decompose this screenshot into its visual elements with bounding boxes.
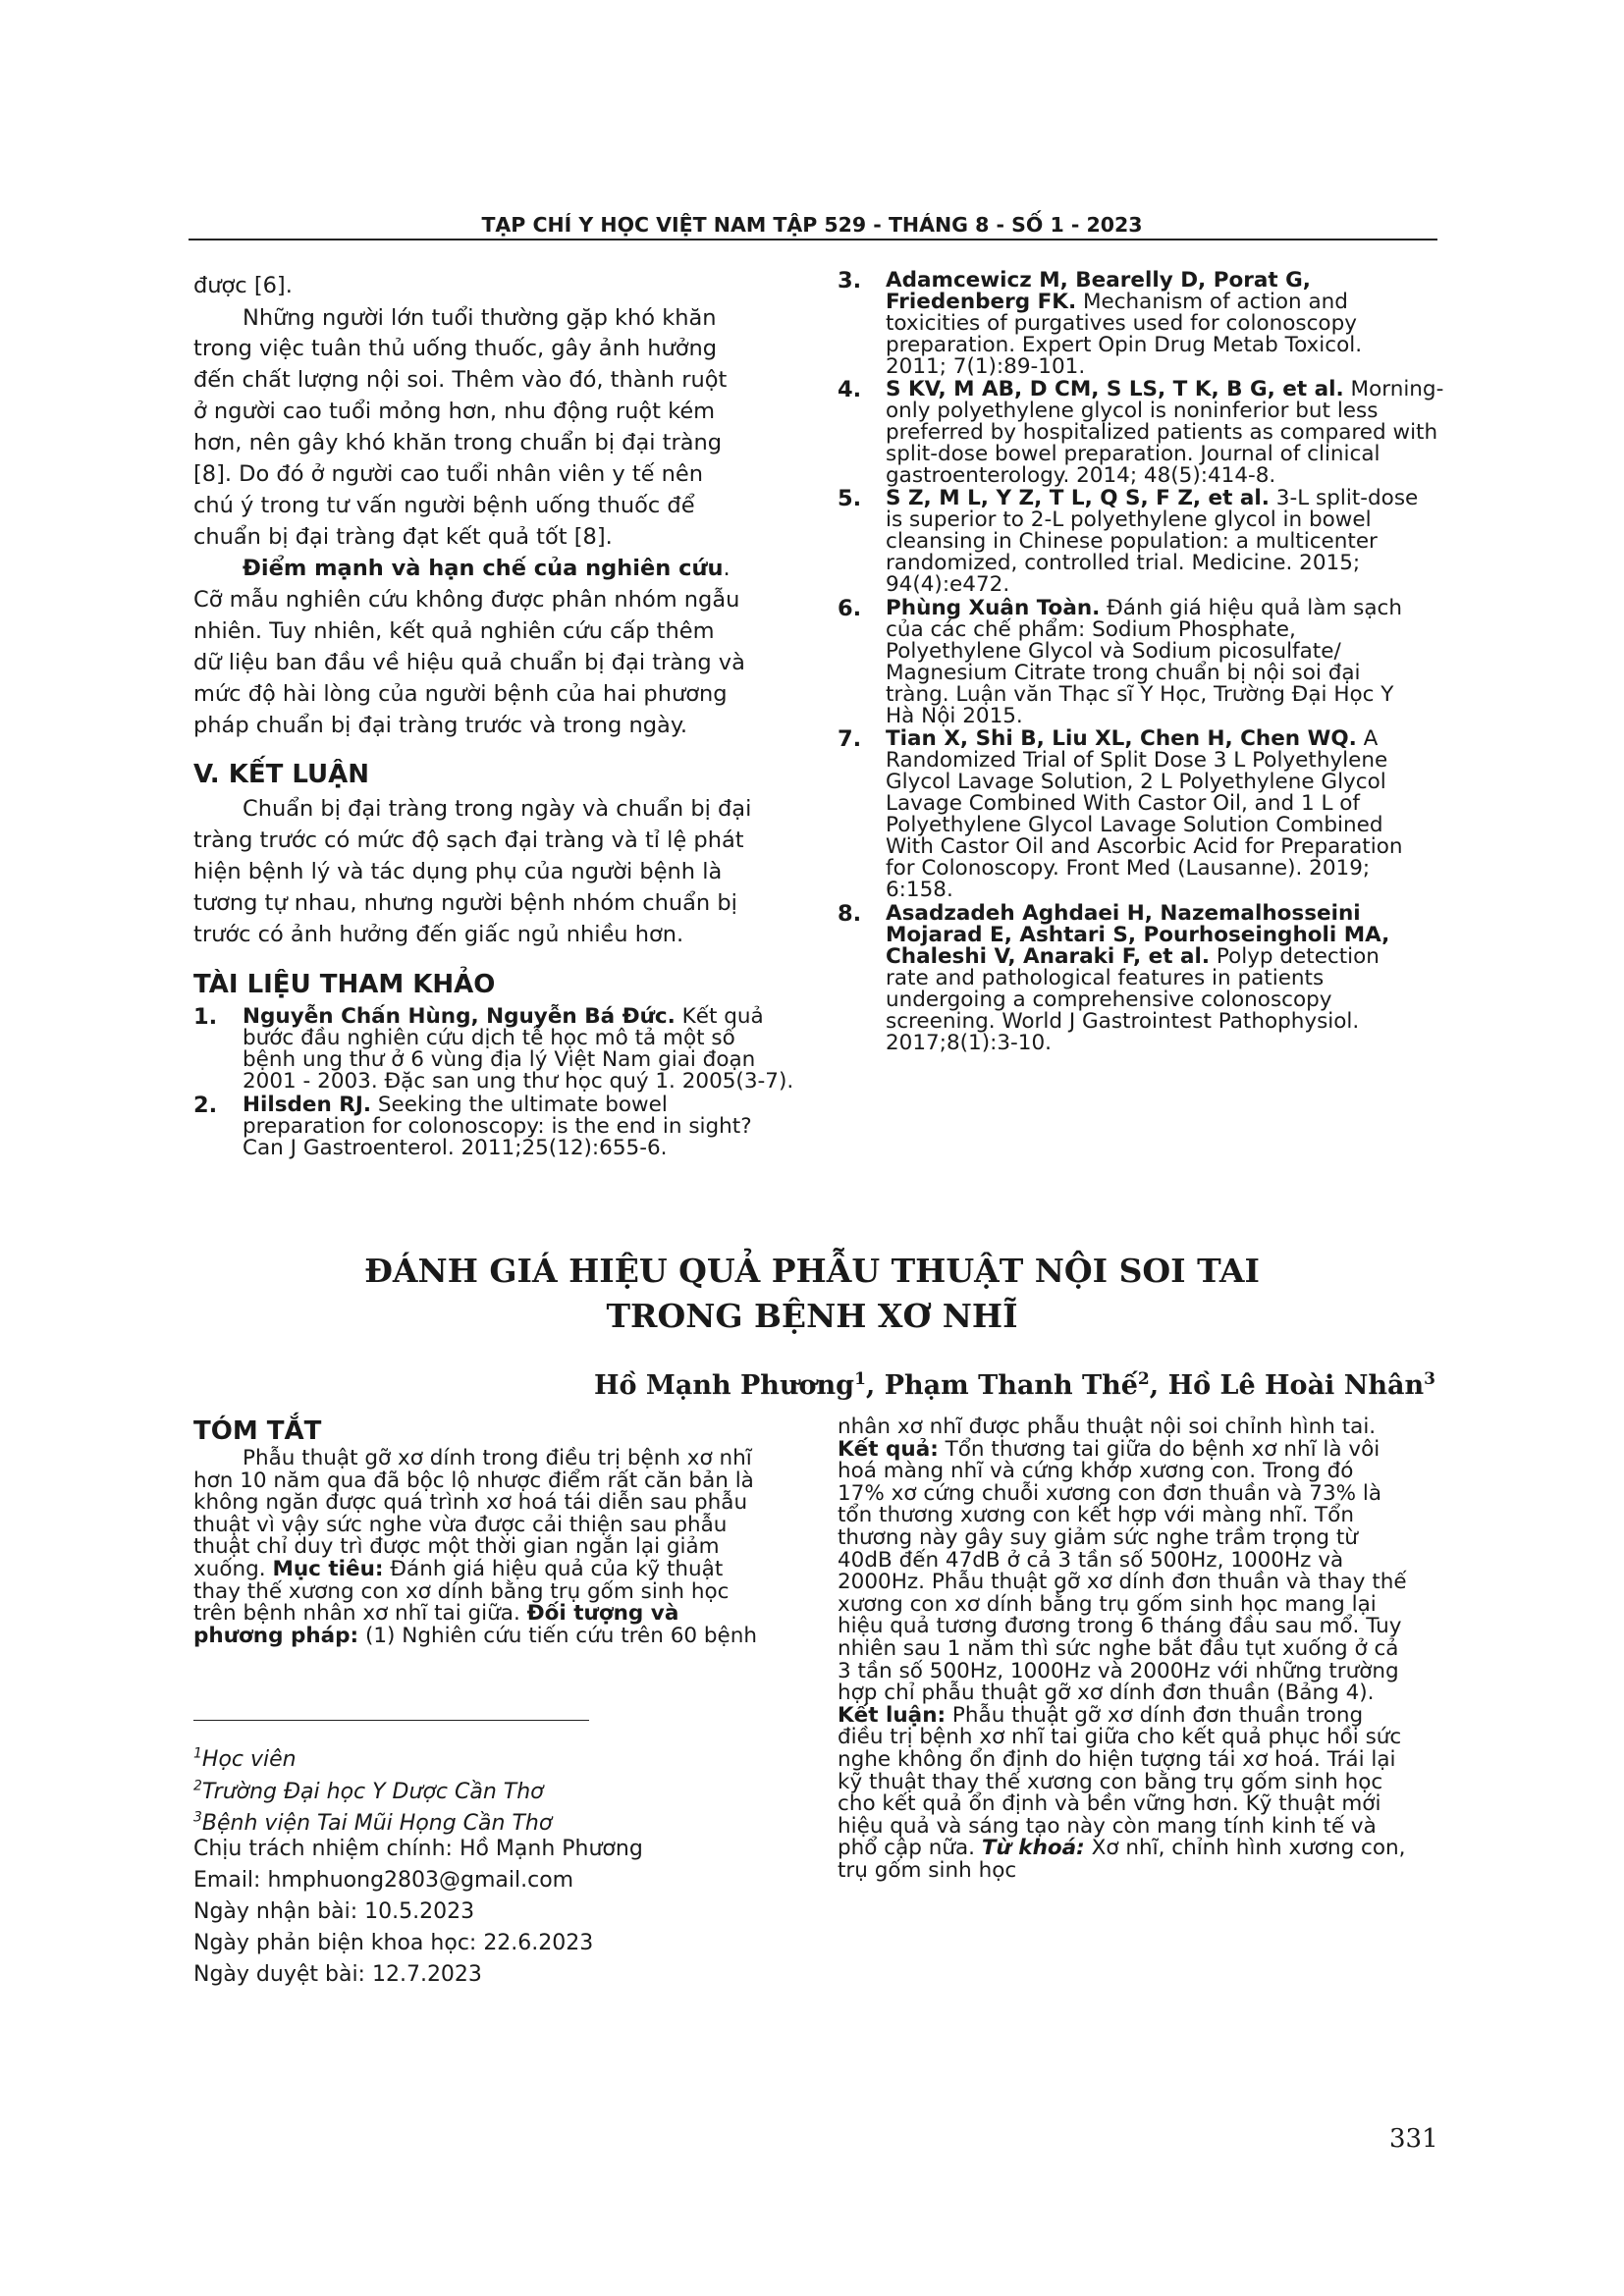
footnote-email: Email: hmphuong2803@gmail.com <box>193 1868 574 1893</box>
abstract-line: hiệu quả tương đương trong 6 tháng đầu sau mổ. Tuy <box>838 1614 1402 1639</box>
reference-line: only polyethylene glycol is noninferior but less <box>886 399 1379 423</box>
paragraph-line: pháp chuẩn bị đại tràng trước và trong ngày. <box>193 713 688 738</box>
reference-line: Mojarad E, Ashtari S, Pourhoseingholi MA, <box>886 923 1390 947</box>
reference-line: bước đầu nghiên cứu dịch tễ học mô tả một số <box>243 1026 735 1050</box>
reference-number: 8. <box>838 901 862 927</box>
paragraph-line: hơn, nên gây khó khăn trong chuẩn bị đại tràng <box>193 430 723 455</box>
reference-line: Friedenberg FK. Mechanism of action and <box>886 290 1348 314</box>
reference-line: Phùng Xuân Toàn. Đánh giá hiệu quả làm sạch <box>886 596 1403 620</box>
abstract-line: thuật vì vậy sức nghe vừa được cải thiện sau phẫu <box>193 1512 728 1537</box>
abstract-line: 2000Hz. Phẫu thuật gỡ xơ dính đơn thuần và thay thế <box>838 1570 1407 1595</box>
reference-number: 5. <box>838 486 862 511</box>
reference-line: preferred by hospitalized patients as compared with <box>886 420 1438 445</box>
reference-line: Tian X, Shi B, Liu XL, Chen H, Chen WQ. A <box>886 726 1379 751</box>
reference-line: randomized, controlled trial. Medicine. 2015; <box>886 551 1361 575</box>
footnote-corresponding: Chịu trách nhiệm chính: Hồ Mạnh Phương <box>193 1837 643 1861</box>
abstract-line: điều trị bệnh xơ nhĩ tai giữa cho kết quả phục hồi sức <box>838 1725 1402 1750</box>
article-title-line-2: TRONG BỆNH XƠ NHĨ <box>606 1297 1018 1335</box>
reference-line: 6:158. <box>886 878 953 902</box>
paragraph-line: Chuẩn bị đại tràng trong ngày và chuẩn bị đại <box>243 796 752 822</box>
strength-heading: Điểm mạnh và hạn chế của nghiên cứu <box>243 556 724 581</box>
reference-line: bệnh ung thư ở 6 vùng địa lý Việt Nam giai đoạn <box>243 1047 756 1072</box>
abstract-line: nghe không ổn định do hiện tượng tái xơ hoá. Trái lại <box>838 1747 1396 1772</box>
reference-line: tràng. Luận văn Thạc sĩ Y Học, Trường Đại Học Y <box>886 682 1394 707</box>
abstract-heading: TÓM TẮT <box>193 1416 322 1446</box>
reference-line: undergoing a comprehensive colonoscopy <box>886 988 1332 1012</box>
reference-line: screening. World J Gastrointest Pathophysiol. <box>886 1009 1360 1034</box>
reference-line: Nguyễn Chấn Hùng, Nguyễn Bá Đức. Kết quả <box>243 1004 764 1029</box>
paragraph-line: Những người lớn tuổi thường gặp khó khăn <box>243 305 717 331</box>
reference-number: 3. <box>838 268 862 294</box>
reference-line: gastroenterology. 2014; 48(5):414-8. <box>886 463 1276 488</box>
reference-line: Randomized Trial of Split Dose 3 L Polyethylene <box>886 748 1388 773</box>
abstract-line: nhân xơ nhĩ được phẫu thuật nội soi chỉnh hình tai. <box>838 1415 1377 1439</box>
author-name: Phạm Thanh Thế <box>884 1370 1138 1401</box>
reference-line: With Castor Oil and Ascorbic Acid for Preparation <box>886 834 1403 859</box>
abstract-line: 40dB đến 47dB ở cả 3 tần số 500Hz, 1000Hz và <box>838 1547 1344 1573</box>
abstract-line: thương này gây suy giảm sức nghe trầm trọng từ <box>838 1525 1358 1550</box>
reference-line: Chaleshi V, Anaraki F, et al. Polyp detection <box>886 944 1380 969</box>
reference-line: Asadzadeh Aghdaei H, Nazemalhosseini <box>886 901 1361 926</box>
paragraph-line: dữ liệu ban đầu về hiệu quả chuẩn bị đại tràng và <box>193 650 745 675</box>
reference-line: toxicities of purgatives used for colonoscopy <box>886 311 1357 336</box>
reference-line: Adamcewicz M, Bearelly D, Porat G, <box>886 268 1311 293</box>
abstract-line: 17% xơ cứng chuỗi xương con đơn thuần và 73% là <box>838 1480 1382 1506</box>
abstract-line: trụ gốm sinh học <box>838 1858 1017 1883</box>
reference-line: for Colonoscopy. Front Med (Lausanne). 2019; <box>886 856 1371 881</box>
header-rule <box>189 239 1437 240</box>
abstract-line: hoá màng nhĩ và cứng khớp xương con. Trong đó <box>838 1459 1354 1484</box>
reference-line: Polyethylene Glycol và Sodium picosulfate/ <box>886 639 1341 664</box>
paragraph-line: chú ý trong tư vấn người bệnh uống thuốc để <box>193 493 695 518</box>
abstract-line: xương con xơ dính bằng trụ gốm sinh học mang lại <box>838 1591 1377 1617</box>
reference-number: 7. <box>838 726 862 752</box>
reference-line: Glycol Lavage Solution, 2 L Polyethylene Glycol <box>886 770 1386 794</box>
paragraph-line: tương tự nhau, nhưng người bệnh nhóm chuẩn bị <box>193 890 737 916</box>
author-name: Hồ Lê Hoài Nhân <box>1167 1370 1425 1401</box>
page-number: 331 <box>1389 2124 1438 2154</box>
reference-line: cleansing in Chinese population: a multicenter <box>886 529 1378 554</box>
abstract-line: trên bệnh nhân xơ nhĩ tai giữa. Đối tượng và <box>193 1601 679 1627</box>
abstract-line: Kết quả: Tổn thương tai giữa do bệnh xơ nhĩ là vôi <box>838 1436 1380 1462</box>
paragraph-line: ở người cao tuổi mỏng hơn, nhu động ruột kém <box>193 399 716 424</box>
abstract-line: thay thế xương con xơ dính bằng trụ gốm sinh học <box>193 1578 730 1604</box>
footnote-rule <box>193 1720 589 1721</box>
reference-line: 94(4):e472. <box>886 572 1010 597</box>
footnote-affiliation: $^2$Trường Đại học Y Dược Cần Thơ <box>193 1779 544 1805</box>
reference-number: 2. <box>193 1093 218 1118</box>
paragraph-line: chuẩn bị đại tràng đạt kết quả tốt [8]. <box>193 524 613 550</box>
paragraph-line: được [6]. <box>193 273 293 298</box>
reference-number: 4. <box>838 377 862 402</box>
reference-line: Can J Gastroenterol. 2011;25(12):655-6. <box>243 1136 668 1160</box>
running-header: TẠP CHÍ Y HỌC VIỆT NAM TẬP 529 - THÁNG 8 - SỐ 1 - 2023 <box>481 213 1143 237</box>
reference-line: preparation for colonoscopy: is the end in sight? <box>243 1114 752 1139</box>
footnote-received: Ngày nhận bài: 10.5.2023 <box>193 1899 475 1924</box>
reference-line: preparation. Expert Opin Drug Metab Toxicol. <box>886 333 1363 357</box>
abstract-line: kỹ thuật thay thế xương con bằng trụ gốm sinh học <box>838 1769 1383 1794</box>
reference-number: 1. <box>193 1004 218 1030</box>
abstract-line: hợp chỉ phẫu thuật gỡ xơ dính đơn thuần (Bảng 4). <box>838 1681 1375 1706</box>
article-title-line-1: ĐÁNH GIÁ HIỆU QUẢ PHẪU THUẬT NỘI SOI TAI <box>364 1252 1260 1290</box>
abstract-line: không ngăn được quá trình xơ hoá tái diễn sau phẫu <box>193 1490 748 1516</box>
author-name: Hồ Mạnh Phương <box>594 1370 855 1401</box>
abstract-line: hơn 10 năm qua đã bộc lộ nhược điểm rất căn bản là <box>193 1468 754 1493</box>
abstract-line: phương pháp: (1) Nghiên cứu tiến cứu trên 60 bệnh <box>193 1623 758 1648</box>
reference-line: S KV, M AB, D CM, S LS, T K, B G, et al. Morning- <box>886 377 1444 401</box>
conclusion-heading: V. KẾT LUẬN <box>193 760 370 789</box>
reference-line: split-dose bowel preparation. Journal of clinical <box>886 442 1380 466</box>
reference-line: 2001 - 2003. Đặc san ung thư học quý 1. 2005(3-7). <box>243 1069 794 1094</box>
footnote-reviewed: Ngày phản biện khoa học: 22.6.2023 <box>193 1931 594 1955</box>
reference-line: is superior to 2-L polyethylene glycol in bowel <box>886 507 1372 532</box>
reference-line: S Z, M L, Y Z, T L, Q S, F Z, et al. 3-L split-dose <box>886 486 1419 510</box>
abstract-line: cho kết quả ổn định và bền vững hơn. Kỹ thuật mới <box>838 1791 1381 1817</box>
reference-line: Magnesium Citrate trong chuẩn bị nội soi đại <box>886 661 1361 685</box>
paragraph-line: trong việc tuân thủ uống thuốc, gây ảnh hưởng <box>193 336 718 361</box>
abstract-line: xuống. Mục tiêu: Đánh giá hiệu quả của kỹ thuật <box>193 1557 724 1581</box>
abstract-line: thuật chỉ duy trì được một thời gian ngắn lại giảm <box>193 1534 720 1560</box>
paragraph-line: mức độ hài lòng của người bệnh của hai phương <box>193 681 728 707</box>
references-heading: TÀI LIỆU THAM KHẢO <box>193 970 496 999</box>
abstract-line: Kết luận: Phẫu thuật gỡ xơ dính đơn thuần trong <box>838 1702 1364 1728</box>
abstract-line: phổ cập nữa. Từ khoá: Xơ nhĩ, chỉnh hình xương con, <box>838 1836 1406 1861</box>
abstract-line: nhiên sau 1 năm thì sức nghe bắt đầu tụt xuống ở cả <box>838 1636 1399 1661</box>
abstract-line: 3 tần số 500Hz, 1000Hz và 2000Hz với những trường <box>838 1658 1399 1683</box>
reference-line: 2011; 7(1):89-101. <box>886 354 1086 379</box>
reference-line: rate and pathological features in patients <box>886 966 1325 990</box>
reference-number: 6. <box>838 596 862 621</box>
reference-line: 2017;8(1):3-10. <box>886 1031 1052 1055</box>
reference-line: của các chế phẩm: Sodium Phosphate, <box>886 617 1296 642</box>
footnote-accepted: Ngày duyệt bài: 12.7.2023 <box>193 1962 482 1987</box>
paragraph-line: đến chất lượng nội soi. Thêm vào đó, thành ruột <box>193 367 728 393</box>
author-list: Hồ Mạnh Phương$^1$, Phạm Thanh Thế$^2$, Hồ Lê Hoài Nhân$^3$ <box>594 1369 1435 1401</box>
abstract-line: tổn thương xương con kết hợp với màng nhĩ. Tổn <box>838 1503 1354 1528</box>
abstract-line: hiệu quả và sáng tạo này còn mang tính kinh tế và <box>838 1813 1377 1839</box>
reference-line: Hà Nội 2015. <box>886 704 1023 728</box>
strength-heading-line: Điểm mạnh và hạn chế của nghiên cứu. <box>243 556 731 581</box>
paragraph-line: nhiên. Tuy nhiên, kết quả nghiên cứu cấp thêm <box>193 618 715 644</box>
paragraph-line: [8]. Do đó ở người cao tuổi nhân viên y tế nên <box>193 461 704 487</box>
reference-line: Polyethylene Glycol Lavage Solution Combined <box>886 813 1383 837</box>
footnote-affiliation: $^3$Bệnh viện Tai Mũi Họng Cần Thơ <box>193 1810 553 1837</box>
footnote-affiliation: $^1$Học viên <box>193 1746 297 1773</box>
paragraph-line: hiện bệnh lý và tác dụng phụ của người bệnh là <box>193 859 723 884</box>
reference-line: Hilsden RJ. Seeking the ultimate bowel <box>243 1093 668 1117</box>
paragraph-line: Cỡ mẫu nghiên cứu không được phân nhóm ngẫu <box>193 587 740 613</box>
paragraph-line: tràng trước có mức độ sạch đại tràng và tỉ lệ phát <box>193 828 744 853</box>
reference-line: Lavage Combined With Castor Oil, and 1 L of <box>886 791 1360 816</box>
abstract-line: Phẫu thuật gỡ xơ dính trong điều trị bệnh xơ nhĩ <box>243 1446 752 1470</box>
paragraph-line: trước có ảnh hưởng đến giấc ngủ nhiều hơn. <box>193 922 684 947</box>
